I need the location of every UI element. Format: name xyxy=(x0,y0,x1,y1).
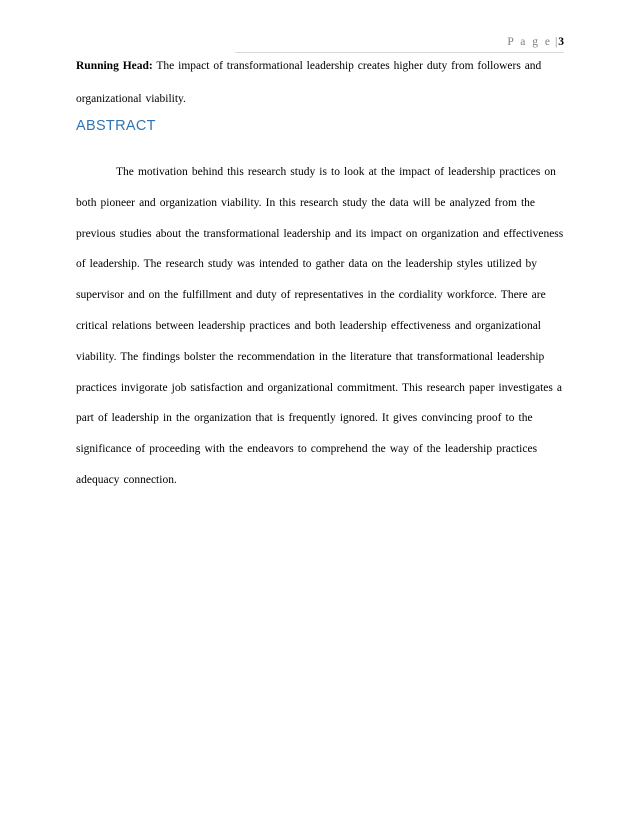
abstract-heading: ABSTRACT xyxy=(76,118,156,134)
page-label: P a g e xyxy=(507,36,552,48)
running-head xyxy=(76,50,566,116)
running-head-label: Running Head: xyxy=(76,60,153,72)
page-separator: | xyxy=(554,36,558,48)
abstract-paragraph: The motivation behind this research study is to look at the impact of leadership practices on both pioneer and organization viability. In this research study the data will be analyzed from the previous studies about the transformational leadership and its impact on organization and effectiveness of leadership. The research study was intended to gather data on the leadership styles utilized by supervisor and on the fulfillment and duty of representatives in the cordiality workforce. There are critical relations between leadership practices and both leadership effectiveness and organizational viability. The findings bolster the recommendation in the literature that transformational leadership practices invigorate job satisfaction and organizational commitment. This research paper investigates a part of leadership in the organization that is frequently ignored. It gives convincing proof to the significance of proceeding with the endeavors to comprehend the way of the leadership practices adequacy connection. xyxy=(76,166,564,486)
page-header xyxy=(507,36,564,48)
page-number: 3 xyxy=(558,36,564,48)
running-head-text: The impact of transformational leadership creates higher duty from followers and organizational viability. xyxy=(76,60,542,105)
